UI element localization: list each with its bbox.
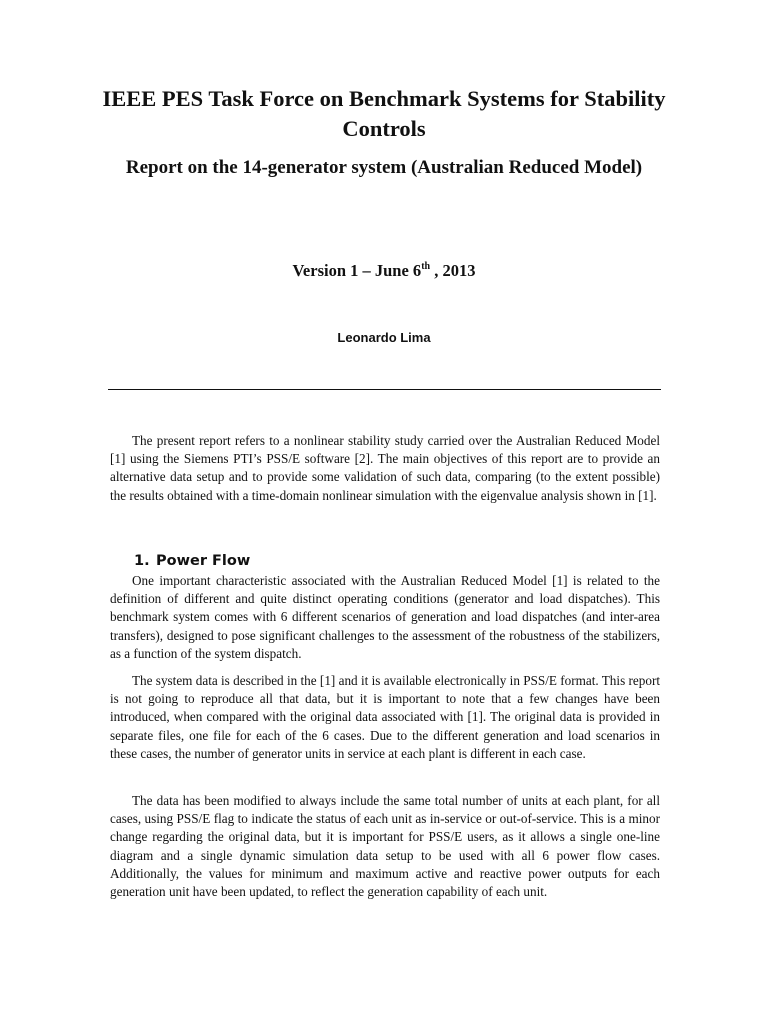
document-subtitle: Report on the 14-generator system (Australian Reduced Model) xyxy=(125,157,643,178)
version-year: , 2013 xyxy=(430,261,476,280)
section-number: 1. xyxy=(134,553,150,569)
version-text: Version 1 – June 6 xyxy=(292,261,422,280)
body-paragraph-1: One important characteristic associated with the Australian Reduced Model [1] is related to the definition of different and quite distinct operating conditions (generator and load dispatches). This benchmark system comes with 6 different scenarios of generation and load dispatches (and inter-area transfers), designed to pose significant challenges to the assessment of the robustness of the stabilizers, as a function of the system dispatch. xyxy=(110,573,660,661)
header-divider xyxy=(108,389,661,390)
abstract-paragraph: The present report refers to a nonlinear stability study carried over the Australian Reduced Model [1] using the Siemens PTI’s PSS/E software [2]. The main objectives of this report are to provide an alternative data setup and to provide some validation of such data, comparing (to the extent possible) the results obtained with a time-domain nonlinear simulation with the eigenvalue analysis shown in [1]. xyxy=(110,433,660,503)
version-superscript: th xyxy=(421,260,431,272)
document-title: IEEE PES Task Force on Benchmark Systems for Stability Controls xyxy=(102,86,666,141)
section-heading-power-flow xyxy=(134,551,250,571)
author-name: Leonardo Lima xyxy=(337,330,431,345)
body-paragraph-3: The data has been modified to always include the same total number of units at each plant, for all cases, using PSS/E flag to indicate the status of each unit as in-service or out-of-service. This is a minor change regarding the original data, but it is important for PSS/E users, as it allows a single one-line diagram and a single dynamic simulation data setup to be used with all 6 power flow cases. Additionally, the values for minimum and maximum active and reactive power outputs for each generation unit have been updated, to reflect the generation capability of each unit. xyxy=(110,793,660,900)
version-line xyxy=(100,260,668,282)
body-paragraph-2: The system data is described in the [1] and it is available electronically in PSS/E format. This report is not going to reproduce all that data, but it is important to note that a few changes have been introduced, when compared with the original data associated with [1]. The original data is provided in separate files, one file for each of the 6 cases. Due to the different generation and load scenarios in these cases, the number of generator units in service at each plant is different in each case. xyxy=(110,673,660,761)
section-title: Power Flow xyxy=(156,553,251,569)
